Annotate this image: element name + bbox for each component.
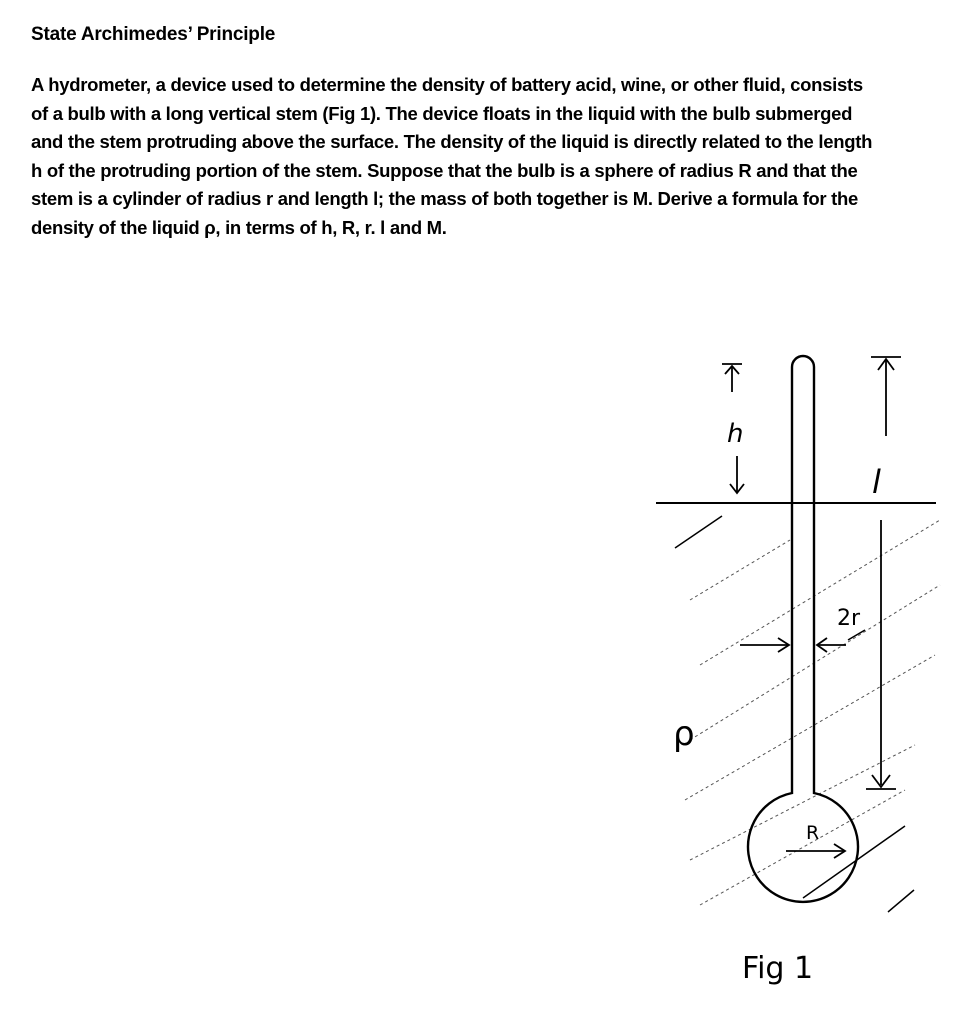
label-h: h xyxy=(727,419,744,449)
figure-caption: Fig 1 xyxy=(742,951,814,986)
label-R: R xyxy=(806,822,820,844)
problem-text: A hydrometer, a device used to determine the density of battery acid, wine, or other fluid, consists of a bulb with a long vertical stem (Fig 1). The device floats in the liquid with the bulb submerged and the stem protruding above the surface. The density of the liquid is directly related to the length h of the protruding portion of the stem. Suppose that the bulb is a sphere of radius R and that the stem is a cylinder of radius r and length l; the mass of both together is M. Derive a formula for the density of the liquid ρ, in terms of h, R, r. l and M. xyxy=(31,74,873,238)
label-2r: 2r xyxy=(837,606,861,631)
label-rho: ρ xyxy=(673,714,695,754)
label-l: l xyxy=(872,463,881,501)
heading: State Archimedes’ Principle xyxy=(31,24,276,45)
l-dimension xyxy=(866,357,901,789)
